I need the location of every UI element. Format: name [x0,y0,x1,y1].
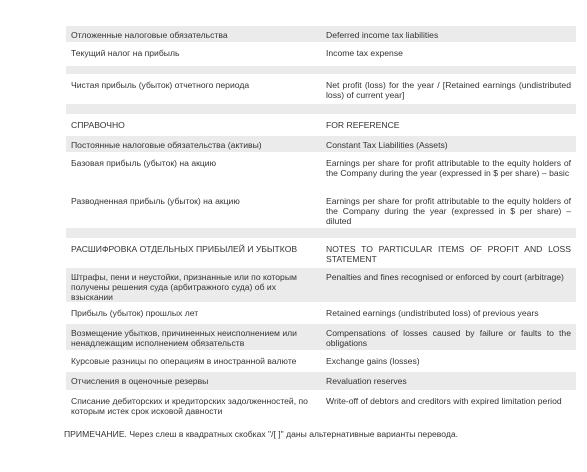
english-term: Constant Tax Liabilities (Assets) [322,136,576,154]
english-term [322,66,576,76]
english-term: Earnings per share for profit attributable to the equity holders of the Company during the year (expressed in $ per share) – diluted [322,192,576,228]
russian-term: Разводненная прибыль (убыток) на акцию [66,192,322,228]
russian-term: Курсовые разницы по операциям в иностранной валюте [66,352,322,372]
spacer-row [66,66,576,76]
glossary-row [66,372,576,392]
english-term: NOTES TO PARTICULAR ITEMS OF PROFIT AND LOSS STATEMENT [322,240,576,268]
english-term: FOR REFERENCE [322,116,576,136]
glossary-row [66,240,576,268]
english-term: Write-off of debtors and creditors with expired limitation period [322,392,576,420]
russian-term: РАСШИФРОВКА ОТДЕЛЬНЫХ ПРИБЫЛЕЙ И УБЫТКОВ [66,240,322,268]
glossary-row [66,392,576,420]
russian-term: Штрафы, пени и неустойки, признанные или по которым получены решения суда (арбитражного суда) об их взыскании [66,268,322,304]
glossary-table [66,26,576,420]
glossary-row [66,26,576,44]
russian-term: Базовая прибыль (убыток) на акцию [66,154,322,192]
glossary-body [66,26,576,420]
russian-term: Текущий налог на прибыль [66,44,322,66]
english-term [322,228,576,240]
spacer-row [66,104,576,116]
english-term: Exchange gains (losses) [322,352,576,372]
english-term: Penalties and fines recognised or enforced by court (arbitrage) [322,268,576,304]
english-term: Income tax expense [322,44,576,66]
glossary-row [66,154,576,192]
glossary-row [66,136,576,154]
russian-term: Чистая прибыль (убыток) отчетного периода [66,76,322,104]
glossary-row [66,192,576,228]
russian-term: СПРАВОЧНО [66,116,322,136]
glossary-row [66,76,576,104]
glossary-row [66,268,576,304]
russian-term [66,228,322,240]
spacer-row [66,228,576,240]
english-term: Revaluation reserves [322,372,576,392]
russian-term: Постоянные налоговые обязательства (активы) [66,136,322,154]
russian-term: Прибыль (убыток) прошлых лет [66,304,322,324]
glossary-row [66,324,576,352]
english-term: Deferred income tax liabilities [322,26,576,44]
translation-note: ПРИМЕЧАНИЕ. Через слеш в квадратных скобках "/[ ]" даны альтернативные варианты перевода. [64,429,459,439]
russian-term: Отложенные налоговые обязательства [66,26,322,44]
russian-term: Списание дебиторских и кредиторских задолженностей, по которым истек срок исковой давности [66,392,322,420]
russian-term: Отчисления в оценочные резервы [66,372,322,392]
russian-term [66,104,322,116]
english-term: Retained earnings (undistributed loss) of previous years [322,304,576,324]
glossary-row [66,44,576,66]
english-term: Earnings per share for profit attributable to the equity holders of the Company during the year (expressed in $ per share) – basic [322,154,576,192]
glossary-row [66,304,576,324]
russian-term [66,66,322,76]
english-term: Compensations of losses caused by failure or faults to the obligations [322,324,576,352]
english-term [322,104,576,116]
glossary-row [66,352,576,372]
russian-term: Возмещение убытков, причиненных неисполнением или ненадлежащим исполнением обязательств [66,324,322,352]
english-term: Net profit (loss) for the year / [Retained earnings (undistributed loss) of current year] [322,76,576,104]
glossary-row [66,116,576,136]
